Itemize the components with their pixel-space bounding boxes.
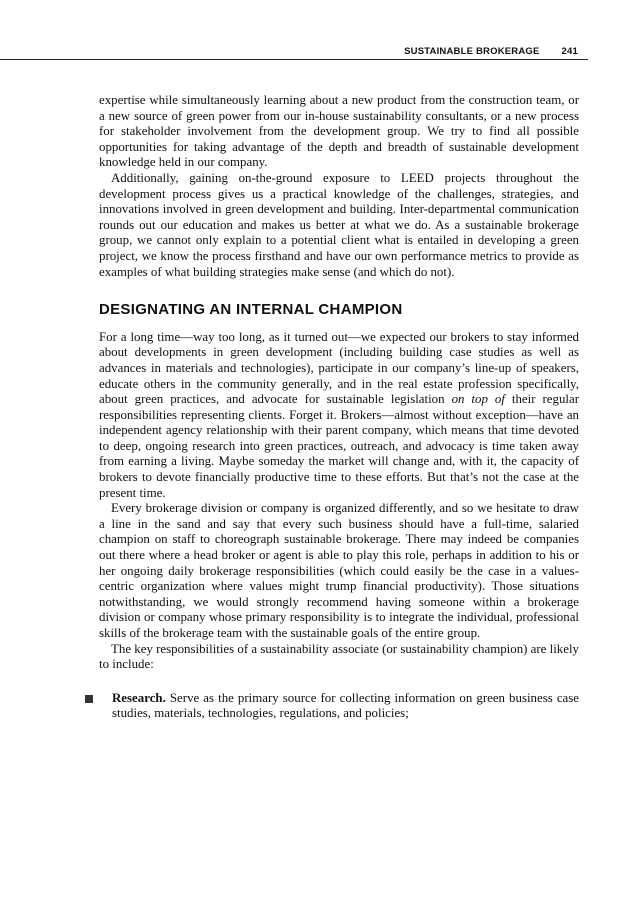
section-paragraph: Every brokerage division or company is organized differently, and so we hesitate to draw a line in the sand and say that every such business should have a full-time, salaried champion on staff to choreograph sustainable brokerage. There may indeed be companies out there where a head broker or agent is able to play this role, perhaps in addition to his or her ongoing daily brokerage responsibilities (which could easily be the case in a values-centric organization where values might trump financial productivity). Those situations notwithstanding, we would strongly recommend having someone within a brokerage division or company whose primary responsibility is to integrate the individual, professional skills of the brokerage team with the sustainable goals of the entire group. [99, 501, 579, 640]
page-number: 241 [561, 46, 578, 57]
running-head-title: SUSTAINABLE BROKERAGE [404, 46, 540, 57]
list-item [99, 691, 579, 722]
list-item-text: Serve as the primary source for collecting information on green business case studies, materials, technologies, regulations, and policies; [112, 690, 579, 721]
text-run: For a long time—way too long, as it turned out—we expected our brokers to stay informed about developments in green development (including building case studies as well as advances in materials and technologies), participate in our company’s line-up of speakers, educate others in the community generally, and in the real estate profession specifically, about green practices, and advocate for sustainable legislation [99, 329, 579, 407]
square-bullet-icon [85, 695, 93, 703]
running-head [404, 46, 578, 57]
section-heading: DESIGNATING AN INTERNAL CHAMPION [99, 301, 403, 319]
header-rule [0, 59, 588, 60]
emphasis-text: on top of [451, 392, 505, 407]
section-paragraph [99, 330, 579, 502]
section-paragraph: The key responsibilities of a sustainability associate (or sustainability champion) are likely to include: [99, 641, 579, 672]
paragraph: Additionally, gaining on-the-ground exposure to LEED projects throughout the development process gives us a practical knowledge of the challenges, strategies, and innovations involved in green development and building. Inter-departmental communication rounds out our education and makes us better at what we do. As a sustainable brokerage group, we cannot only explain to a potential client what is entailed in developing a green project, we know the process firsthand and have our own performance metrics to provide as examples of what building strategies make sense (and which do not). [99, 170, 579, 279]
running-header [0, 46, 578, 60]
body-text [99, 93, 579, 722]
responsibility-list [99, 691, 579, 722]
list-item-title: Research. [112, 690, 166, 705]
text-run: their regular responsibilities representing clients. Forget it. Brokers—almost without exception—have an independent agency relationship with their parent company, which means that time devoted to deep, ongoing research into green practices, outreach, and advocacy is time taken away from earning a living. Maybe someday the market will change and, with it, the capacity of brokers to devote financially productive time to these efforts. But that’s not the case at the present time. [99, 392, 580, 500]
paragraph-continued: expertise while simultaneously learning about a new product from the construction team, or a new source of green power from our in-house sustainability consultants, or a new process for stakeholder involvement from the development group. We try to find all possible opportunities for taking advantage of the depth and breadth of sustainable development knowledge held in our company. [99, 93, 579, 170]
